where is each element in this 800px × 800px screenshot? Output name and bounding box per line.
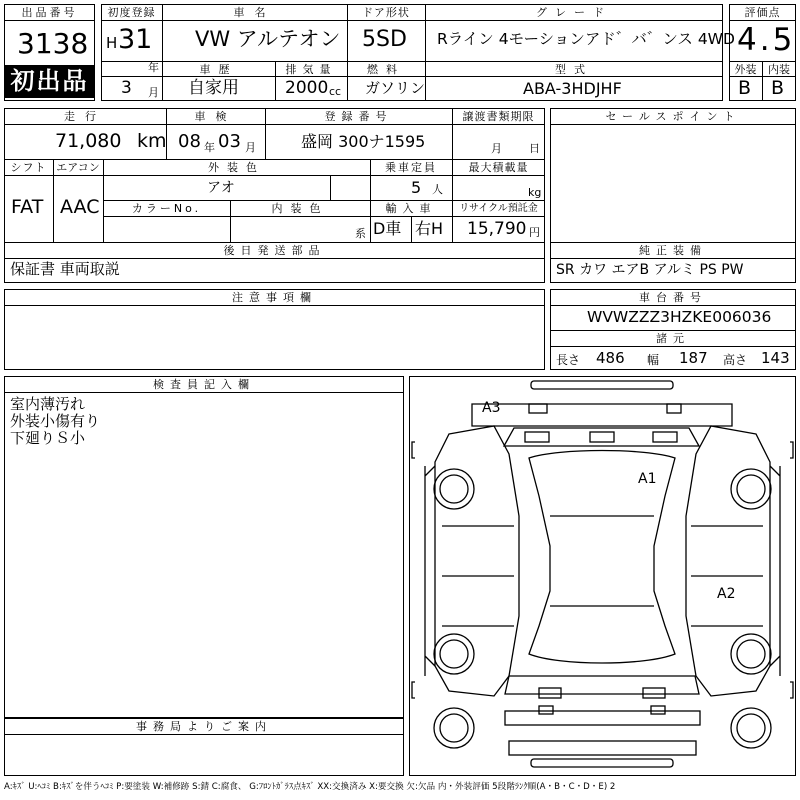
max-load-label: 最大積載量 [468,161,529,174]
reg-era: H [106,34,118,52]
inspector-label: 検査員記入欄 [153,378,255,391]
sales-points-label: セールスポイント [605,110,741,123]
damage-mark-a3: A3 [482,400,501,416]
door-label: ドア形状 [362,6,410,19]
car-name-label: 車名 [233,6,276,19]
sales-points-box [550,108,796,243]
first-reg-label: 初度登録 [107,6,156,19]
reg-year-unit: 年 [148,61,159,74]
transfer-label: 譲渡書類期限 [462,110,535,123]
interior-grade-label: 内装 [768,63,790,76]
inspection-year: 08 [178,131,201,152]
import-label: 輸入車 [385,202,437,215]
recycle-label: リサイクル預託金 [459,203,538,214]
history-value: 自家用 [188,78,239,98]
capacity-label: 乗車定員 [385,161,437,174]
grade-label: グレード [536,6,612,19]
fuel-value: ガソリン [365,79,426,97]
later-items-label: 後日発送部品 [223,244,326,257]
first-listing-badge: 初出品 [5,65,94,98]
ext-color-value: アオ [207,180,235,196]
inspection-month-unit: 月 [245,141,256,154]
import-type: D車 [373,219,402,238]
notes-label: 注意事項欄 [232,291,317,304]
ac-label: エアコン [56,161,100,174]
model-code: ABA-3HDJHF [523,79,622,98]
ac-value: AAC [60,196,100,218]
int-color-label: 内装色 [271,202,329,215]
shift-label: シフト [10,161,47,174]
reg-year: 31 [118,24,153,55]
lot-number-label: 出品番号 [21,6,78,19]
door-type: 5SD [362,27,407,52]
capacity-value: 5 [411,178,422,197]
chassis-number: WVWZZZ3HZKE006036 [587,308,772,326]
steering: 右H [415,219,444,238]
damage-mark-a1: A1 [638,471,657,487]
inspection-year-unit: 年 [204,141,215,154]
score-label: 評価点 [744,6,781,19]
plate-value: 盛岡 300ナ1595 [301,132,426,151]
recycle-fee: 15,790 [467,219,527,239]
int-color-unit: 系 [355,227,366,240]
fuel-label: 燃料 [367,63,405,76]
damage-mark-a2: A2 [717,586,736,602]
width-label: 幅 [647,353,660,367]
plate-label: 登録番号 [324,110,393,123]
ext-color-label: 外装色 [208,161,265,174]
exterior-grade: B [738,77,752,99]
chassis-label: 車台番号 [639,291,707,304]
mileage-unit: km [137,130,167,152]
length-label: 長さ [556,353,581,367]
lot-number: 3138 [17,27,89,60]
color-no-label: カラーNo. [131,202,202,215]
height-value: 143 [761,349,790,367]
grade: Rライン 4モーションアド゛バ゛ンス 4WD [437,30,735,48]
displacement-value: 2000 [285,78,329,98]
mileage-label: 走行 [64,110,106,123]
reg-month: 3 [121,78,132,98]
inspector-line-3: 下廻りＳ小 [10,429,86,447]
history-label: 車歴 [199,63,238,76]
height-label: 高さ [723,353,748,367]
dims-label: 諸元 [656,332,690,345]
displacement-unit: cc [329,85,342,98]
factory-equipment-text: SR カワ エアB アルミ PS PW [556,262,744,278]
shift-value: FAT [11,196,44,218]
car-body-diagram [409,376,796,776]
interior-grade: B [771,77,785,99]
recycle-unit: 円 [529,226,540,239]
width-value: 187 [679,349,708,367]
later-items-text: 保証書 車両取説 [10,260,120,278]
exterior-grade-label: 外装 [734,63,757,76]
mileage-value: 71,080 [55,130,122,152]
model-code-label: 型式 [555,63,593,76]
inspector-line-1: 室内薄汚れ [10,395,86,413]
length-value: 486 [596,349,625,367]
displacement-label: 排気量 [285,63,337,76]
factory-equipment-label: 純正装備 [639,244,707,257]
transfer-month-unit: 月 [491,142,502,155]
car-name: VW アルテオン [195,27,341,51]
legend-text: A:ｷｽﾞ U:ﾍｺﾐ B:ｷｽﾞを伴うﾍｺﾐ P:要塗装 W:補修跡 S:錆 C:腐食、 G:ﾌﾛﾝﾄｶﾞﾗｽ点ｷｽﾞ XX:交換済み X:要交換 欠:欠品 内・外装評価 5段階ﾗﾝｸ順(A・B・C・D・E) 2 [4,782,616,792]
max-load-unit: kg [528,186,542,199]
inspection-month: 03 [218,131,241,152]
office-label: 事務局よりご案内 [136,720,272,733]
inspector-line-2: 外装小傷有り [10,412,101,430]
capacity-unit: 人 [432,183,443,196]
reg-month-unit: 月 [148,86,159,99]
transfer-day-unit: 日 [529,142,540,155]
score-value: 4.5 [737,22,796,58]
inspection-label: 車検 [194,110,237,123]
